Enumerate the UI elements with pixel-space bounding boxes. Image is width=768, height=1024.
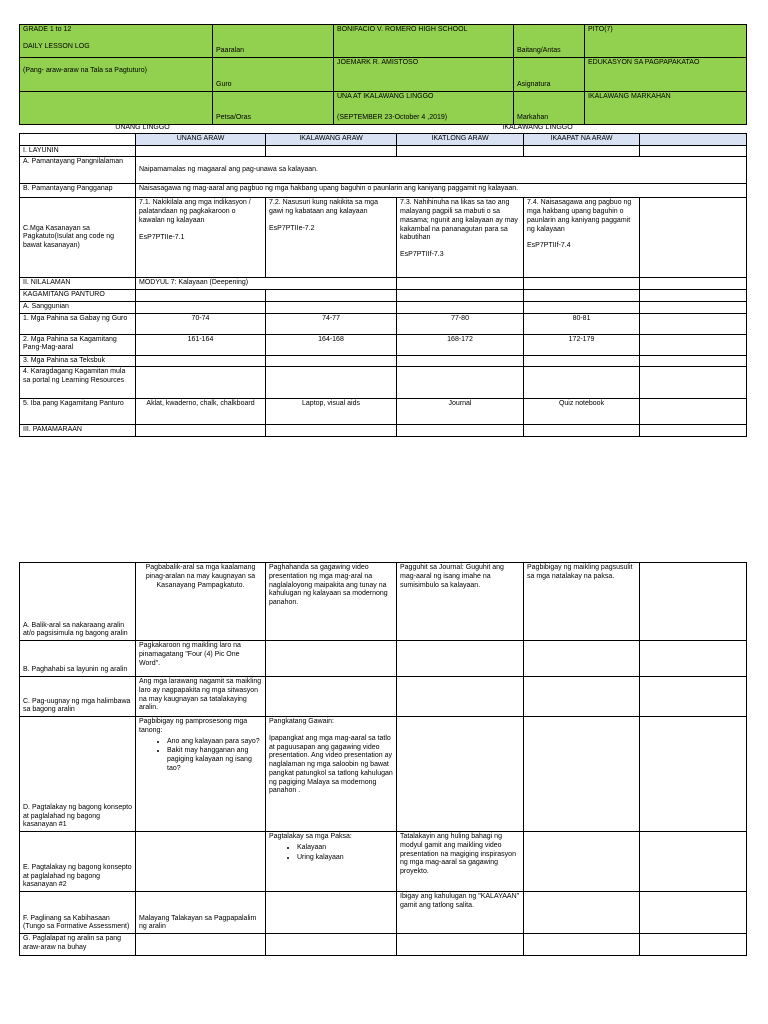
kasanayan-day2 — [266, 198, 397, 278]
paglinang-day1: Malayang Talakayan sa Pagpapalalim ng aralin — [136, 892, 266, 934]
procedure-table — [19, 562, 747, 956]
paghahabi-day1: Pagkakaroon ng maikling laro na pinamagatang "Four (4) Pic One Word". — [136, 641, 266, 677]
teksbuk-label: 3. Mga Pahina sa Teksbuk — [20, 355, 136, 367]
pagtalakay2-day3: Tatalakayin ang huling bahagi ng modyul gamit ang maikling video presentation na magiging inspirasyon ng mga mag-aaral sa gagawing proyekto. — [397, 832, 524, 892]
pagtalakay2-day2 — [266, 832, 397, 892]
petsa-value — [334, 92, 514, 125]
iba-day2: Laptop, visual aids — [266, 399, 397, 425]
petsa-value-1: UNA AT IKALAWANG LINGGO — [337, 93, 434, 100]
kagamitan-label: KAGAMITANG PANTURO — [20, 290, 136, 302]
log-subtitle: (Pang- araw-araw na Tala sa Pagtuturo) — [23, 67, 147, 74]
pagtalakay2-label: E. Pagtalakay ng bagong konsepto at paglalahad ng bagong kasanayan #2 — [20, 832, 136, 892]
pagtalakay1-intro: Pagbibigay ng pamprosesong mga tanong: — [139, 718, 248, 734]
pag-uugnay-day1: Ang mga larawang nagamit sa maikling laro ay nagpapakita ng mga sitwasyon na may kaugnayan sa tatalakaying aralin. — [136, 677, 266, 717]
iba-day3: Journal — [397, 399, 524, 425]
day-header-4: IKAAPAT NA ARAW — [524, 133, 640, 145]
karagdagang-label: 4. Karagdagang Kagamitan mula sa portal ng Learning Resources — [20, 367, 136, 399]
pangmag-day3: 168-172 — [397, 334, 524, 355]
week-first: UNANG LINGGO — [115, 124, 170, 131]
paaralan-label: Paaralan — [213, 25, 334, 58]
kasanayan-day4-code: EsP7PTIIf-7.4 — [527, 242, 571, 250]
paksa-item-1: • Kalayaan — [297, 844, 393, 853]
pangkatang-gawain-body: Ipapangkat ang mga mag-aaral sa tatlo at paguusapan ang gagawing video presentation. Ang video presentation ay naglalaman ng mga saloobin ng bawat pangkat patungkol sa tatlong kahulugan ng pagiging Malaya sa modernong panahon . — [269, 734, 393, 795]
paglinang-day3: Ibigay ang kahulugan ng "KALAYAAN" gamit ang tatlong salita. — [397, 892, 524, 934]
pagtalakay-paksa-list — [269, 844, 393, 863]
kasanayan-day4 — [524, 198, 640, 278]
pagtalakay1-day2 — [266, 717, 397, 832]
iba-day1: Aklat, kwaderno, chalk, chalkboard — [136, 399, 266, 425]
pamantayang-pangnilalaman-value: Naipamamalas ng magaaral ang pag-unawa sa kalayaan. — [136, 157, 747, 184]
iba-day4: Quiz notebook — [524, 399, 640, 425]
kasanayan-day3 — [397, 198, 524, 278]
pamamaraan-label: III. PAMAMARAAN — [20, 425, 136, 437]
paglinang-label: F. Paglinang sa Kabihasaan (Tungo sa Formative Assessment) — [20, 892, 136, 934]
sanggunian-label: A. Sanggunian — [20, 301, 136, 313]
header-table — [19, 24, 747, 125]
markahan-value: IKALAWANG MARKAHAN — [585, 92, 747, 125]
layunin-label: I. LAYUNIN — [20, 145, 136, 157]
kasanayan-day1-text: 7.1. Nakikilala ang mga indikasyon / palatandaan ng pagkakaroon o kawalan ng kalayaan — [139, 199, 251, 224]
pagtalakay1-day1 — [136, 717, 266, 832]
balik-aral-label: A. Balik-aral sa nakaraang aralin at/o pagsisimula ng bagong aralin — [20, 563, 136, 641]
day-header-1: UNANG ARAW — [136, 133, 266, 145]
nilalaman-value: MODYUL 7: Kalayaan (Deepening) — [136, 278, 397, 290]
paaralan-value: BONIFACIO V. ROMERO HIGH SCHOOL — [334, 25, 514, 58]
baitang-label: Baitang/Antas — [514, 25, 585, 58]
pamantayang-pangganap-value: Naisasagawa ng mag-aaral ang pagbuo ng mga hakbang upang baguhin o paunlarin ang kaniyang paggamit ng kalayaan. — [136, 184, 747, 198]
pag-uugnay-label: C. Pag-uugnay ng mga halimbawa sa bagong aralin — [20, 677, 136, 717]
guro-label: Guro — [213, 58, 334, 92]
log-title: DAILY LESSON LOG — [23, 42, 90, 50]
gabay-label: 1. Mga Pahina sa Gabay ng Guro — [20, 313, 136, 334]
asignatura-label: Asignatura — [514, 58, 585, 92]
petsa-value-2: (SEPTEMBER 23-October 4 ,2019) — [337, 113, 448, 121]
pagtalakay-paksa-title: Pagtalakay sa mga Paksa: — [269, 833, 352, 840]
pamantayang-pangganap-label: B. Pamantayang Pangganap — [20, 184, 136, 198]
lesson-table — [19, 124, 747, 437]
kasanayan-label: C.Mga Kasanayan sa Pagkatuto(Isulat ang code ng bawat kasanayan) — [20, 198, 136, 278]
kasanayan-day3-text: 7.3. Nahihinuha na likas sa tao ang malayang pagpili sa mabuti o sa masama; ngunit ang kalayaan ay may kakambal na pananagutan para sa kabutihan — [400, 199, 518, 242]
grade-cell — [20, 25, 213, 58]
pamantayang-pangnilalaman-label: A. Pamantayang Pangnilalaman — [20, 157, 136, 184]
pangmag-day2: 164-168 — [266, 334, 397, 355]
gabay-day4: 80-81 — [524, 313, 640, 334]
baitang-value: PITO(7) — [585, 25, 747, 58]
pangmag-label: 2. Mga Pahina sa Kagamitang Pang-Mag-aaral — [20, 334, 136, 355]
iba-label: 5. Iba pang Kagamitang Panturo — [20, 399, 136, 425]
day-header-2: IKALAWANG ARAW — [266, 133, 397, 145]
pangmag-day4: 172-179 — [524, 334, 640, 355]
log-subtitle-cell — [20, 58, 213, 92]
petsa-label: Petsa/Oras — [213, 92, 334, 125]
gabay-day2: 74-77 — [266, 313, 397, 334]
gabay-day3: 77-80 — [397, 313, 524, 334]
pagtalakay1-label: D. Pagtalakay ng bagong konsepto at paglalahad ng bagong kasanayan #1 — [20, 717, 136, 832]
pagtalakay1-questions — [139, 738, 262, 774]
kasanayan-day2-code: EsP7PTIIe-7.2 — [269, 224, 315, 232]
pangmag-day1: 161-164 — [136, 334, 266, 355]
kasanayan-day4-text: 7.4. Naisasagawa ang pagbuo ng mga hakbang upang baguhin o paunlarin ang kaniyang paggamit ng kalayaan — [527, 199, 632, 233]
balik-aral-day2: Paghahanda sa gagawing video presentation ng mga mag-aral na naglalaloyong maipakita ang tunay na kahulugan ng kalayaan sa modernong panahon. — [266, 563, 397, 641]
gabay-day1: 70-74 — [136, 313, 266, 334]
pagtalakay1-question-2: • Bakit may hangganan ang pagiging kalayaan ng isang tao? — [167, 747, 262, 773]
balik-aral-day4: Pagbibigay ng maikling pagsusulit sa mga natalakay na paksa. — [524, 563, 640, 641]
week-second: IKALAWANG LINGGO — [502, 124, 573, 131]
guro-value: JOEMARK R. AMISTOSO — [334, 58, 514, 92]
kasanayan-day3-code: EsP7PTIIf-7.3 — [400, 251, 444, 258]
balik-aral-day3: Pagguhit sa Journal: Guguhit ang mag-aaral ng isang imahe na sumisimbulo sa kalayaan. — [397, 563, 524, 641]
paglalapat-label: G. Paglalapat ng aralin sa pang araw-araw na buhay — [20, 934, 136, 956]
markahan-label: Markahan — [514, 92, 585, 125]
balik-aral-day1: Pagbabalik-aral sa mga kaalamang pinag-aralan na may kaugnayan sa Kasanayang Pampagkatuto. — [136, 563, 266, 641]
pangkatang-gawain-title: Pangkatang Gawain: — [269, 718, 334, 725]
day-header-3: IKATLONG ARAW — [397, 133, 524, 145]
grade-label: GRADE 1 to 12 — [23, 26, 72, 33]
asignatura-value: EDUKASYON SA PAGPAPAKATAO — [585, 58, 747, 92]
kasanayan-day1-code: EsP7PTIIe-7.1 — [139, 233, 185, 241]
blank-cell — [20, 92, 213, 125]
kasanayan-day1 — [136, 198, 266, 278]
paghahabi-label: B. Paghahabi sa layunin ng aralin — [20, 641, 136, 677]
nilalaman-label: II. NILALAMAN — [20, 278, 136, 290]
paksa-item-2: • Uring kalayaan — [297, 854, 393, 863]
kasanayan-day2-text: 7.2. Nasusuri kung nakikita sa mga gawi ng kabataan ang kalayaan — [269, 199, 378, 215]
pagtalakay1-question-1: • Ano ang kalayaan para sayo? — [167, 738, 262, 747]
